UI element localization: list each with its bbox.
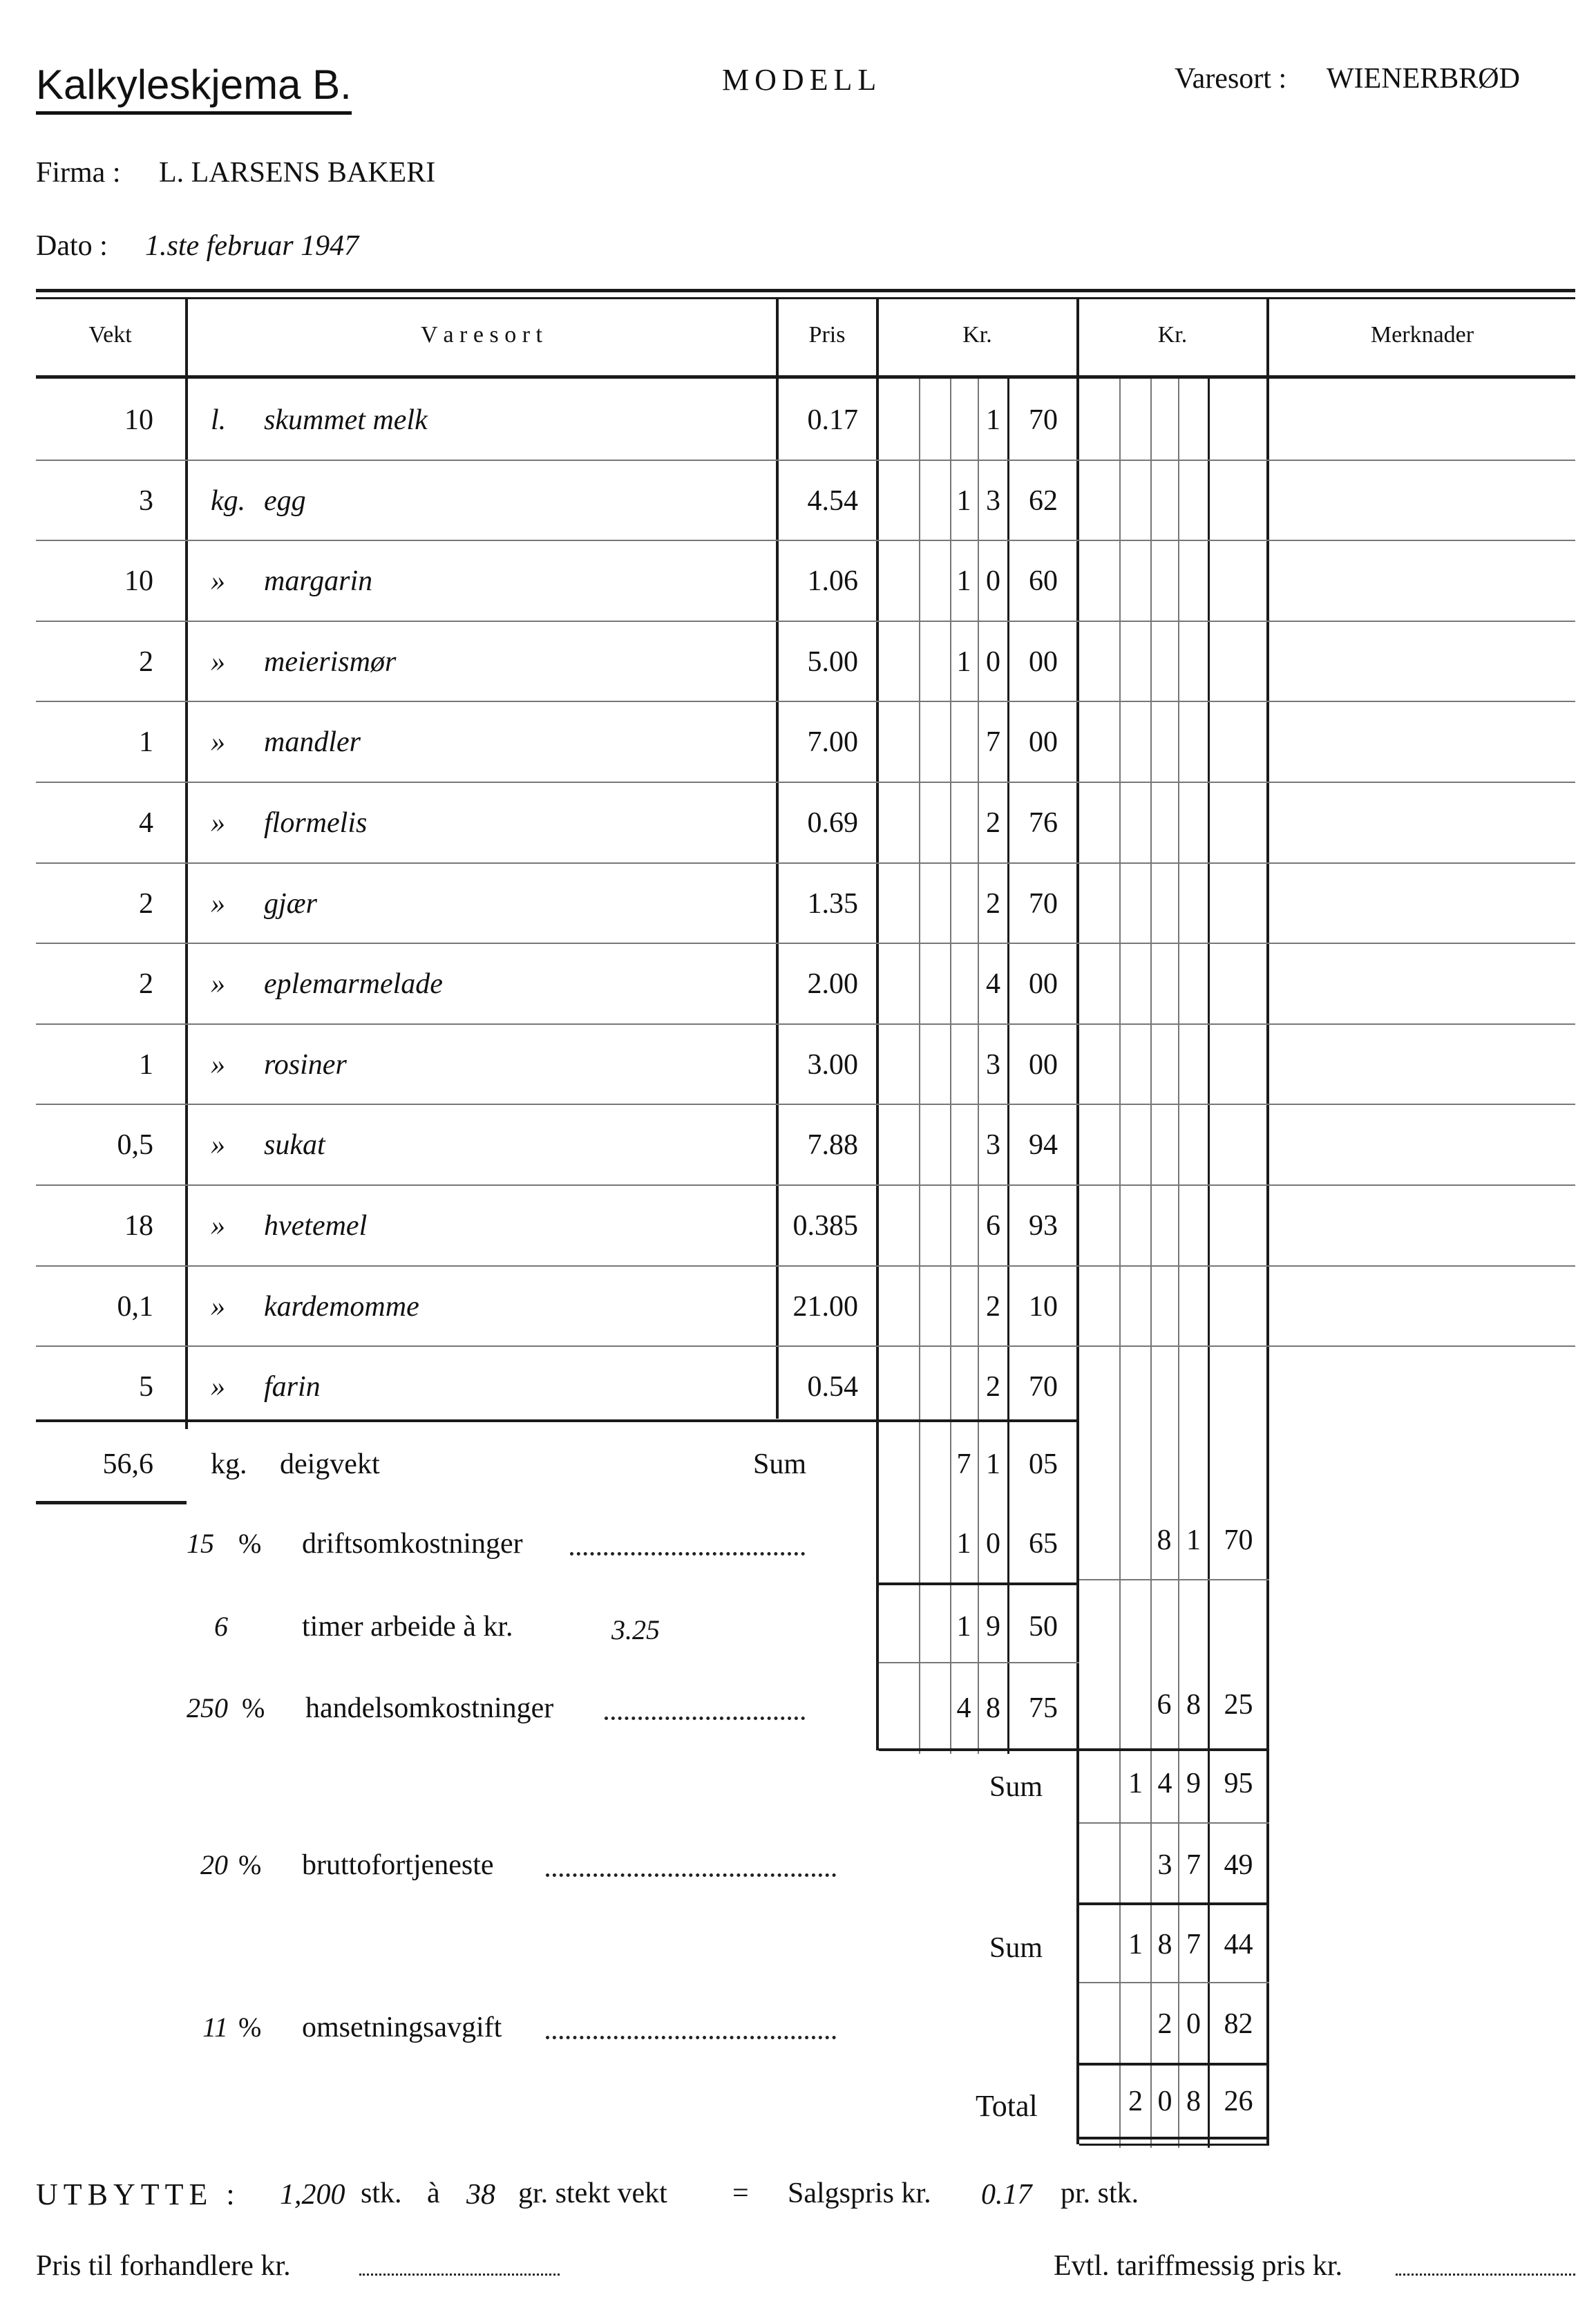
brutto-label: bruttofortjeneste <box>302 1849 494 1881</box>
row-pris: 1.35 <box>807 887 858 920</box>
salgspris-value: 0.17 <box>981 2179 1032 2211</box>
arbeid-timer: 6 <box>214 1611 228 1642</box>
drift-bottom-rule <box>879 1582 1079 1585</box>
row-vekt: 1 <box>139 1048 153 1081</box>
row-unit: » <box>211 1129 225 1162</box>
sum1-rule <box>1079 1822 1269 1824</box>
dato-value: 1.ste februar 1947 <box>145 230 359 262</box>
row-kr-b: 7 <box>986 726 1000 759</box>
row-ore: 70 <box>1029 1371 1058 1404</box>
arbeid-label: timer arbeide à kr. <box>302 1611 513 1643</box>
arbeid-rate: 3.25 <box>611 1614 660 1645</box>
handel-kr-a: 4 <box>956 1692 971 1724</box>
row-ore: 94 <box>1029 1129 1058 1162</box>
deig-kr-b: 1 <box>986 1448 1000 1480</box>
sum2-h: 1 <box>1128 1929 1143 1960</box>
row-unit: » <box>211 645 225 678</box>
drift-kr-a: 1 <box>956 1528 971 1560</box>
row-rule <box>36 1104 1575 1105</box>
forhandler-label: Pris til forhandlere kr. <box>36 2250 291 2282</box>
drift-label: driftsomkostninger <box>302 1528 523 1560</box>
row-kr-b: 4 <box>986 968 1000 1001</box>
deig-label: deigvekt <box>280 1448 380 1480</box>
col-rule-kr2 <box>1266 299 1269 2144</box>
total-rule-1 <box>1079 2137 1269 2139</box>
brutto-u: 7 <box>1186 1849 1201 1881</box>
kr2-subrule-4 <box>1208 379 1210 2148</box>
handel-kr2-b: 8 <box>1186 1689 1201 1721</box>
row-vekt: 2 <box>139 645 153 678</box>
col-rule-kr1 <box>1076 299 1079 2144</box>
row-vekt: 2 <box>139 887 153 920</box>
row-kr-b: 0 <box>986 645 1000 678</box>
col-rule-varesort <box>776 299 779 1419</box>
row-unit: » <box>211 1048 225 1081</box>
row-kr-b: 0 <box>986 565 1000 598</box>
row-name: gjær <box>264 887 318 920</box>
brutto-rule <box>1079 1902 1269 1905</box>
row-unit: » <box>211 887 225 920</box>
drift-k2-rule <box>1079 1579 1269 1580</box>
row-vekt: 10 <box>124 565 153 598</box>
drift-kr2-b: 1 <box>1186 1524 1201 1556</box>
row-name: meierismør <box>264 645 397 678</box>
kr1-subrule-1 <box>919 379 920 1754</box>
row-unit: » <box>211 1371 225 1404</box>
row-unit: » <box>211 1210 225 1242</box>
row-unit: » <box>211 565 225 598</box>
row-rule <box>36 540 1575 541</box>
omset-t: 2 <box>1157 2008 1172 2040</box>
form-title: Kalkyleskjema B. <box>36 61 352 115</box>
row-name: skummet melk <box>264 404 428 436</box>
row-vekt: 0,1 <box>117 1290 153 1323</box>
row-ore: 70 <box>1029 887 1058 920</box>
handel-ore: 75 <box>1029 1692 1058 1724</box>
row-pris: 21.00 <box>792 1290 858 1323</box>
row-pris: 2.00 <box>807 968 858 1001</box>
row-pris: 7.00 <box>807 726 858 759</box>
sum1-t: 4 <box>1157 1768 1172 1799</box>
modell-label: MODELL <box>722 63 882 97</box>
omset-label: omsetningsavgift <box>302 2012 502 2043</box>
drift-pct: 15 <box>187 1528 214 1559</box>
total-t: 0 <box>1157 2086 1172 2117</box>
sum2-label: Sum <box>989 1932 1043 1964</box>
row-ore: 93 <box>1029 1210 1058 1242</box>
arbeid-kr-b: 9 <box>986 1611 1000 1643</box>
sum1-ore: 95 <box>1224 1768 1253 1799</box>
row-ore: 00 <box>1029 645 1058 678</box>
tariff-label: Evtl. tariffmessig pris kr. <box>1054 2250 1343 2282</box>
row-kr-b: 3 <box>986 484 1000 517</box>
handel-kr-b: 8 <box>986 1692 1000 1724</box>
salgspris-label: Salgspris kr. <box>788 2177 931 2209</box>
row-kr-b: 6 <box>986 1210 1000 1242</box>
row-rule <box>36 1345 1575 1347</box>
deig-vekt: 56,6 <box>102 1448 153 1480</box>
col-header-merknader: Merknader <box>1370 322 1474 348</box>
sum1-h: 1 <box>1128 1768 1143 1799</box>
row-name: farin <box>264 1371 321 1404</box>
brutto-ore: 49 <box>1224 1849 1253 1881</box>
total-label: Total <box>976 2089 1038 2123</box>
row-name: flormelis <box>264 807 368 839</box>
sum2-u: 7 <box>1186 1929 1201 1960</box>
row-vekt: 18 <box>124 1210 153 1242</box>
omset-pct: 11 <box>202 2012 228 2043</box>
omset-dots <box>546 2036 836 2039</box>
row-ore: 70 <box>1029 404 1058 436</box>
table-top-rule-2 <box>36 297 1575 299</box>
brutto-dots <box>546 1873 836 1877</box>
utbytte-gram: 38 <box>466 2179 495 2211</box>
total-rule-2 <box>1079 2144 1269 2146</box>
row-rule <box>36 862 1575 864</box>
row-kr-b: 3 <box>986 1048 1000 1081</box>
row-ore: 10 <box>1029 1290 1058 1323</box>
row-name: rosiner <box>264 1048 347 1081</box>
row-vekt: 4 <box>139 807 153 839</box>
handel-label: handelsomkostninger <box>305 1692 554 1724</box>
deig-sum-label: Sum <box>753 1448 807 1480</box>
omset-rule <box>1079 2063 1269 2066</box>
col-header-vekt: Vekt <box>88 322 132 348</box>
handel-pct-sign: % <box>242 1692 265 1723</box>
kr2-subrule-3 <box>1178 379 1179 2148</box>
dato-label: Dato : <box>36 230 108 262</box>
omset-u: 0 <box>1186 2008 1201 2040</box>
row-kr-b: 2 <box>986 1371 1000 1404</box>
row-kr-b: 2 <box>986 887 1000 920</box>
row-unit: l. <box>211 404 227 436</box>
drift-kr2-ore: 70 <box>1224 1524 1253 1556</box>
row-pris: 0.385 <box>792 1210 858 1242</box>
utbytte-stk-count: 1,200 <box>280 2179 345 2211</box>
forhandler-field[interactable] <box>359 2274 560 2276</box>
utbytte-eq: = <box>732 2177 749 2209</box>
row-ore: 00 <box>1029 1048 1058 1081</box>
drift-kr-b: 0 <box>986 1528 1000 1560</box>
row-name: margarin <box>264 565 373 598</box>
row-name: eplemarmelade <box>264 968 443 1001</box>
row-vekt: 10 <box>124 404 153 436</box>
row-kr-a: 1 <box>956 645 971 678</box>
kr2-subrule-2 <box>1150 379 1152 2148</box>
deig-top-rule <box>36 1419 1079 1422</box>
row-vekt: 5 <box>139 1371 153 1404</box>
row-vekt: 2 <box>139 968 153 1001</box>
row-pris: 0.17 <box>807 404 858 436</box>
row-vekt: 0,5 <box>117 1129 153 1162</box>
col-header-kr2: Kr. <box>1157 322 1188 348</box>
arbeid-ore: 50 <box>1029 1611 1058 1643</box>
total-ore: 26 <box>1224 2086 1253 2117</box>
row-name: egg <box>264 484 306 517</box>
row-rule <box>36 701 1575 702</box>
utbytte-stk-label: stk. <box>361 2177 402 2209</box>
deig-unit: kg. <box>211 1448 247 1480</box>
sum1-label: Sum <box>989 1771 1043 1803</box>
tariff-field[interactable] <box>1396 2274 1575 2276</box>
row-unit: kg. <box>211 484 246 517</box>
deig-kr-a: 7 <box>956 1448 971 1480</box>
sum2-rule <box>1079 1982 1269 1983</box>
row-ore: 62 <box>1029 484 1058 517</box>
row-vekt: 3 <box>139 484 153 517</box>
row-kr-a: 1 <box>956 565 971 598</box>
row-pris: 1.06 <box>807 565 858 598</box>
row-rule <box>36 943 1575 944</box>
total-u: 8 <box>1186 2086 1201 2117</box>
row-pris: 7.88 <box>807 1129 858 1162</box>
row-rule <box>36 460 1575 461</box>
row-vekt: 1 <box>139 726 153 759</box>
row-rule <box>36 1023 1575 1025</box>
row-name: mandler <box>264 726 361 759</box>
pr-stk-label: pr. stk. <box>1061 2177 1139 2209</box>
handel-kr2-ore: 25 <box>1224 1689 1253 1721</box>
arbeid-kr-a: 1 <box>956 1611 971 1643</box>
row-pris: 3.00 <box>807 1048 858 1081</box>
drift-ore: 65 <box>1029 1528 1058 1560</box>
row-name: sukat <box>264 1129 325 1162</box>
sum2-t: 8 <box>1157 1929 1172 1960</box>
row-kr-b: 2 <box>986 807 1000 839</box>
col-header-varesort: V a r e s o r t <box>421 322 542 348</box>
row-unit: » <box>211 968 225 1001</box>
deig-bottom-rule <box>36 1501 187 1504</box>
brutto-t: 3 <box>1157 1849 1172 1881</box>
utbytte-a-label: à <box>427 2177 440 2209</box>
utbytte-label: UTBYTTE : <box>36 2177 240 2211</box>
header-bottom-rule <box>36 375 1575 379</box>
drift-kr2-a: 8 <box>1157 1524 1172 1556</box>
row-ore: 76 <box>1029 807 1058 839</box>
row-kr-b: 1 <box>986 404 1000 436</box>
row-kr-b: 3 <box>986 1129 1000 1162</box>
handel-pct: 250 <box>187 1692 228 1723</box>
omset-pct-sign: % <box>238 2012 262 2043</box>
table-top-rule <box>36 289 1575 292</box>
total-h: 2 <box>1128 2086 1143 2117</box>
row-ore: 60 <box>1029 565 1058 598</box>
row-kr-b: 2 <box>986 1290 1000 1323</box>
row-name: hvetemel <box>264 1210 368 1242</box>
utbytte-gr-label: gr. stekt vekt <box>518 2177 667 2209</box>
kr2-subrule-1 <box>1119 379 1121 2148</box>
drift-dots <box>570 1552 805 1556</box>
row-ore: 00 <box>1029 726 1058 759</box>
row-kr-a: 1 <box>956 484 971 517</box>
row-unit: » <box>211 1290 225 1323</box>
varesort-label: Varesort : <box>1175 63 1287 95</box>
row-pris: 0.69 <box>807 807 858 839</box>
handel-bottom-rule <box>879 1748 1269 1751</box>
row-rule <box>36 1265 1575 1267</box>
col-header-pris: Pris <box>808 322 846 348</box>
sum2-ore: 44 <box>1224 1929 1253 1960</box>
arbeid-bottom-rule <box>879 1662 1079 1663</box>
col-rule-pris <box>876 299 879 1750</box>
col-rule-vekt <box>185 299 188 1429</box>
row-rule <box>36 782 1575 783</box>
varesort-value: WIENERBRØD <box>1327 63 1520 95</box>
row-pris: 0.54 <box>807 1371 858 1404</box>
deig-ore: 05 <box>1029 1448 1058 1480</box>
row-rule <box>36 621 1575 622</box>
handel-dots <box>605 1717 805 1720</box>
row-unit: » <box>211 726 225 759</box>
omset-ore: 82 <box>1224 2008 1253 2040</box>
row-unit: » <box>211 807 225 839</box>
kr1-subrule-4 <box>1007 379 1009 1754</box>
row-pris: 4.54 <box>807 484 858 517</box>
sum1-u: 9 <box>1186 1768 1201 1799</box>
brutto-pct-sign: % <box>238 1849 262 1880</box>
col-header-kr1: Kr. <box>962 322 992 348</box>
firma-label: Firma : <box>36 157 121 189</box>
brutto-pct: 20 <box>200 1849 228 1880</box>
row-rule <box>36 1184 1575 1186</box>
handel-kr2-a: 6 <box>1157 1689 1172 1721</box>
row-ore: 00 <box>1029 968 1058 1001</box>
row-pris: 5.00 <box>807 645 858 678</box>
row-name: kardemomme <box>264 1290 419 1323</box>
drift-pct-sign: % <box>238 1528 262 1559</box>
firma-value: L. LARSENS BAKERI <box>159 157 436 189</box>
